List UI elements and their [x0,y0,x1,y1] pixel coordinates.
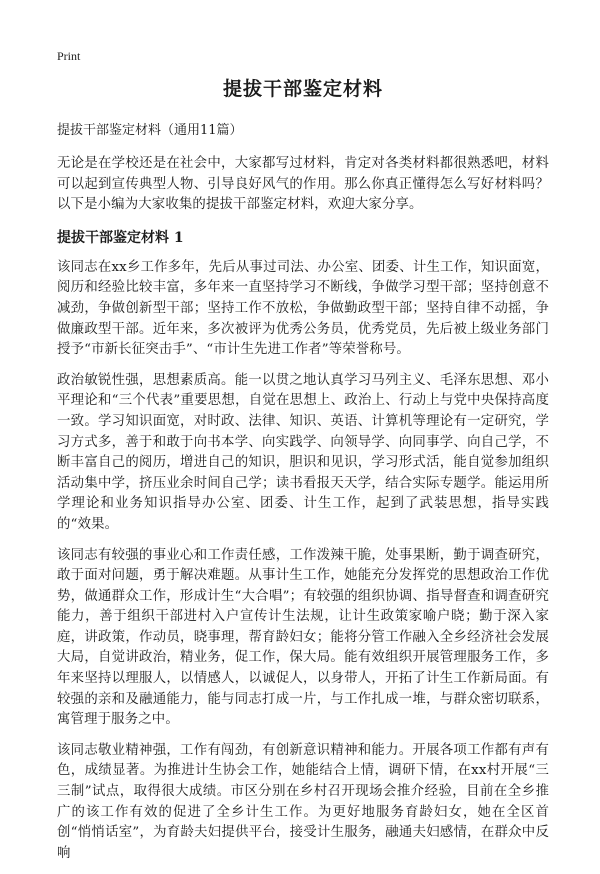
body-paragraph-3: 该同志有较强的事业心和工作责任感，工作泼辣干脆，处事果断，勤于调查研究，敢于面对问题，勇于解决难题。从事计生工作，她能充分发挥党的思想政治工作优势，做通群众工作，形成计生“大合唱”；有较强的组织协调、指导督查和调查研究能力，善于组织干部进村入户宣传计生法规，让计生政策家喻户晓；勤于深入家庭，讲政策，作动员，晓事理，帮育龄妇女；能将分管工作融入全乡经济社会发展大局，自觉讲政治，精业务，促工作，保大局。能有效组织开展管理服务工作，多年来坚持以理服人，以情感人，以诚促人，以身带人，开拓了计生工作新局面。有较强的亲和及融通能力，能与同志打成一片，与工作扎成一堆，与群众密切联系，寓管理于服务之中。 [57,547,549,728]
intro-paragraph: 无论是在学校还是在社会中，大家都写过材料，肯定对各类材料都很熟悉吧，材料可以起到宣传典型人物、引导良好风气的作用。那么你真正懂得怎么写好材料吗？以下是小编为大家收集的提拔干部鉴定材料，欢迎大家分享。 [57,156,549,213]
document-subtitle: 提拔干部鉴定材料（通用11篇） [57,123,243,138]
print-link[interactable]: Print [57,49,81,63]
body-paragraph-1: 该同志在xx乡工作多年，先后从事过司法、办公室、团委、计生工作，知识面宽，阅历和经验比较丰富，多年来一直坚持学习不断线，争做学习型干部；坚持创意不减劲，争做创新型干部；坚持工作不放松，争做勤政型干部；坚持自律不动摇，争做廉政型干部。近年来，多次被评为优秀公务员，优秀党员，先后被上级业务部门授予“市新长征突击手”、“市计生先进工作者”等荣誉称号。 [57,259,549,358]
body-paragraph-2: 政治敏锐性强，思想素质高。能一以贯之地认真学习马列主义、毛泽东思想、邓小平理论和“三个代表”重要思想，自觉在思想上、政治上、行动上与党中央保持高度一致。学习知识面宽，对时政、法律、知识、英语、计算机等理论有一定研究，学习方式多，善于和敢于向书本学、向实践学、向领导学、向同事学、向自己学，不断丰富自己的阅历，增进自己的知识，胆识和见识，学习形式活，能自觉参加组织活动集中学，挤压业余时间自己学；读书看报天天学，结合实际专题学。能运用所学理论和业务知识指导办公室、团委、计生工作，起到了武装思想，指导实践的“效果。 [57,372,549,532]
section-heading: 提拔干部鉴定材料 1 [57,229,184,246]
body-paragraph-4: 该同志敬业精神强，工作有闯劲，有创新意识精神和能力。开展各项工作都有声有色，成绩显著。为推进计生协会工作，她能结合上情，调研下情，在xx村开展“三三制”试点，取得很大成绩。市区分别在乡村召开现场会推介经验，目前在全乡推广的该工作有效的促进了全乡计生工作。为更好地服务育龄妇女，她在全区首创“悄悄话室”，为育龄夫妇提供平台，接受计生服务，融通夫妇感情，在群众中反响 [57,742,549,861]
document-title: 提拔干部鉴定材料 [222,78,383,100]
document-body [57,76,549,874]
